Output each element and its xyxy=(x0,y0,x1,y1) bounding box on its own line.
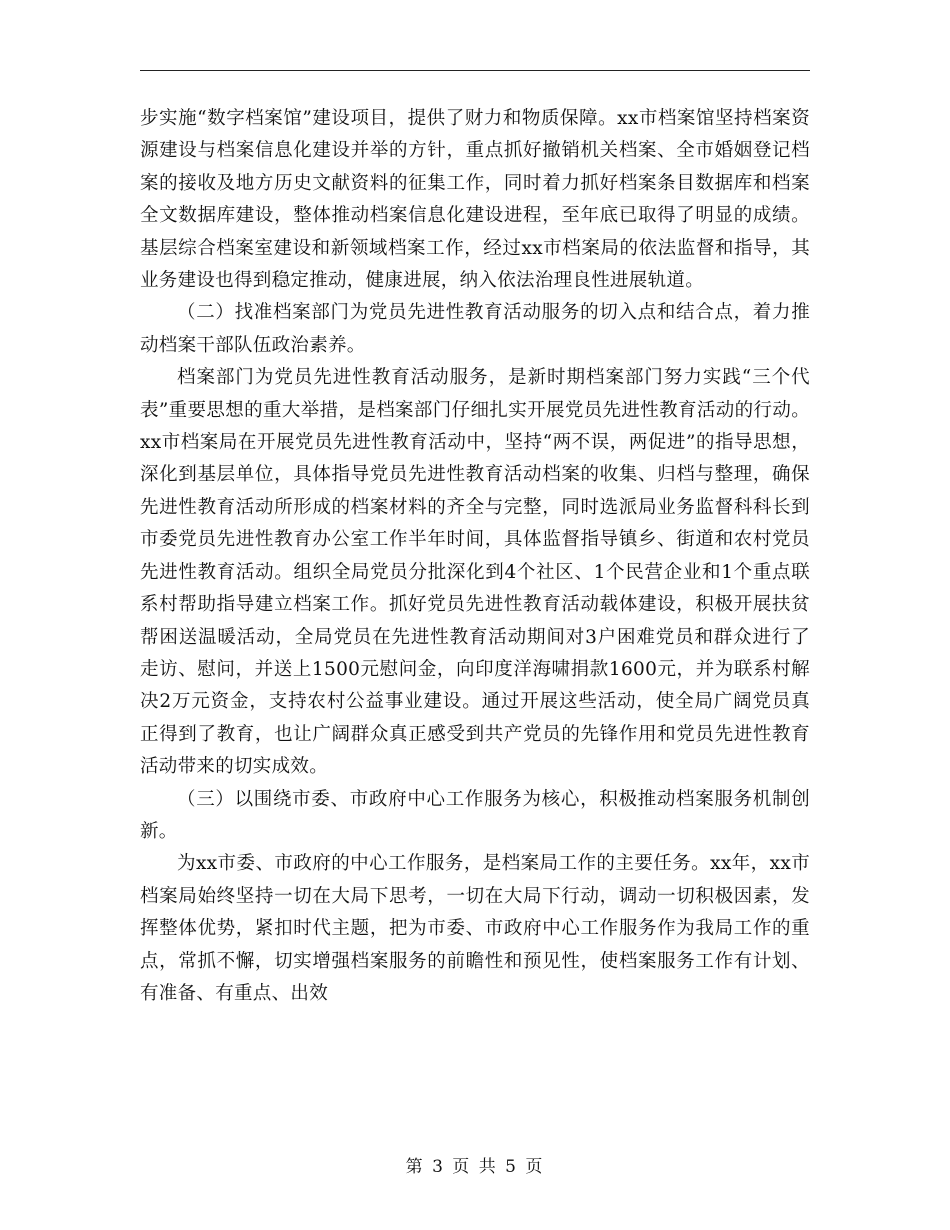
paragraph-party-education: 档案部门为党员先进性教育活动服务，是新时期档案部门努力实践“三个代表”重要思想的重大举措，是档案部门仔细扎实开展党员先进性教育活动的行动。xx市档案局在开展党员先进性教育活动中，坚持“两不误，两促进”的指导思想，深化到基层单位，具体指导党员先进性教育活动档案的收集、归档与整理，确保先进性教育活动所形成的档案材料的齐全与完整，同时选派局业务监督科科长到市委党员先进性教育办公室工作半年时间，具体监督指导镇乡、街道和农村党员先进性教育活动。组织全局党员分批深化到4个社区、1个民营企业和1个重点联系村帮助指导建立档案工作。抓好党员先进性教育活动载体建设，积极开展扶贫帮困送温暖活动，全局党员在先进性教育活动期间对3户困难党员和群众进行了走访、慰问，并送上1500元慰问金，向印度洋海啸捐款1600元，并为联系村解决2万元资金，支持农村公益事业建设。通过开展这些活动，使全局广阔党员真正得到了教育，也让广阔群众真正感受到共产党员的先锋作用和党员先进性教育活动带来的切实成效。 xyxy=(140,367,810,778)
section-heading-3: （三）以围绕市委、市政府中心工作服务为核心，积极推动档案服务机制创新。 xyxy=(140,788,810,842)
document-body xyxy=(140,103,810,1010)
paragraph-continuation: 步实施“数字档案馆”建设项目，提供了财力和物质保障。xx市档案馆坚持档案资源建设与档案信息化建设并举的方针，重点抓好撤销机关档案、全市婚姻登记档案的接收及地方历史文献资料的征集工作，同时着力抓好档案条目数据库和档案全文数据库建设，整体推动档案信息化建设进程，至年底已取得了明显的成绩。基层综合档案室建设和新领域档案工作，经过xx市档案局的依法监督和指导，其业务建设也得到稳定推动，健康进展，纳入依法治理良性进展轨道。 xyxy=(140,108,810,292)
page-footer: 第 3 页 共 5 页 xyxy=(405,1157,545,1177)
section-heading-2: （二）找准档案部门为党员先进性教育活动服务的切入点和结合点，着力推动档案干部队伍政治素养。 xyxy=(140,302,810,356)
header-rule xyxy=(140,70,810,71)
paragraph-central-work: 为xx市委、市政府的中心工作服务，是档案局工作的主要任务。xx年，xx市档案局始终坚持一切在大局下思考，一切在大局下行动，调动一切积极因素，发挥整体优势，紧扣时代主题，把为市委、市政府中心工作服务作为我局工作的重点，常抓不懈，切实增强档案服务的前瞻性和预见性，使档案服务工作有计划、有准备、有重点、出效 xyxy=(140,853,810,1004)
